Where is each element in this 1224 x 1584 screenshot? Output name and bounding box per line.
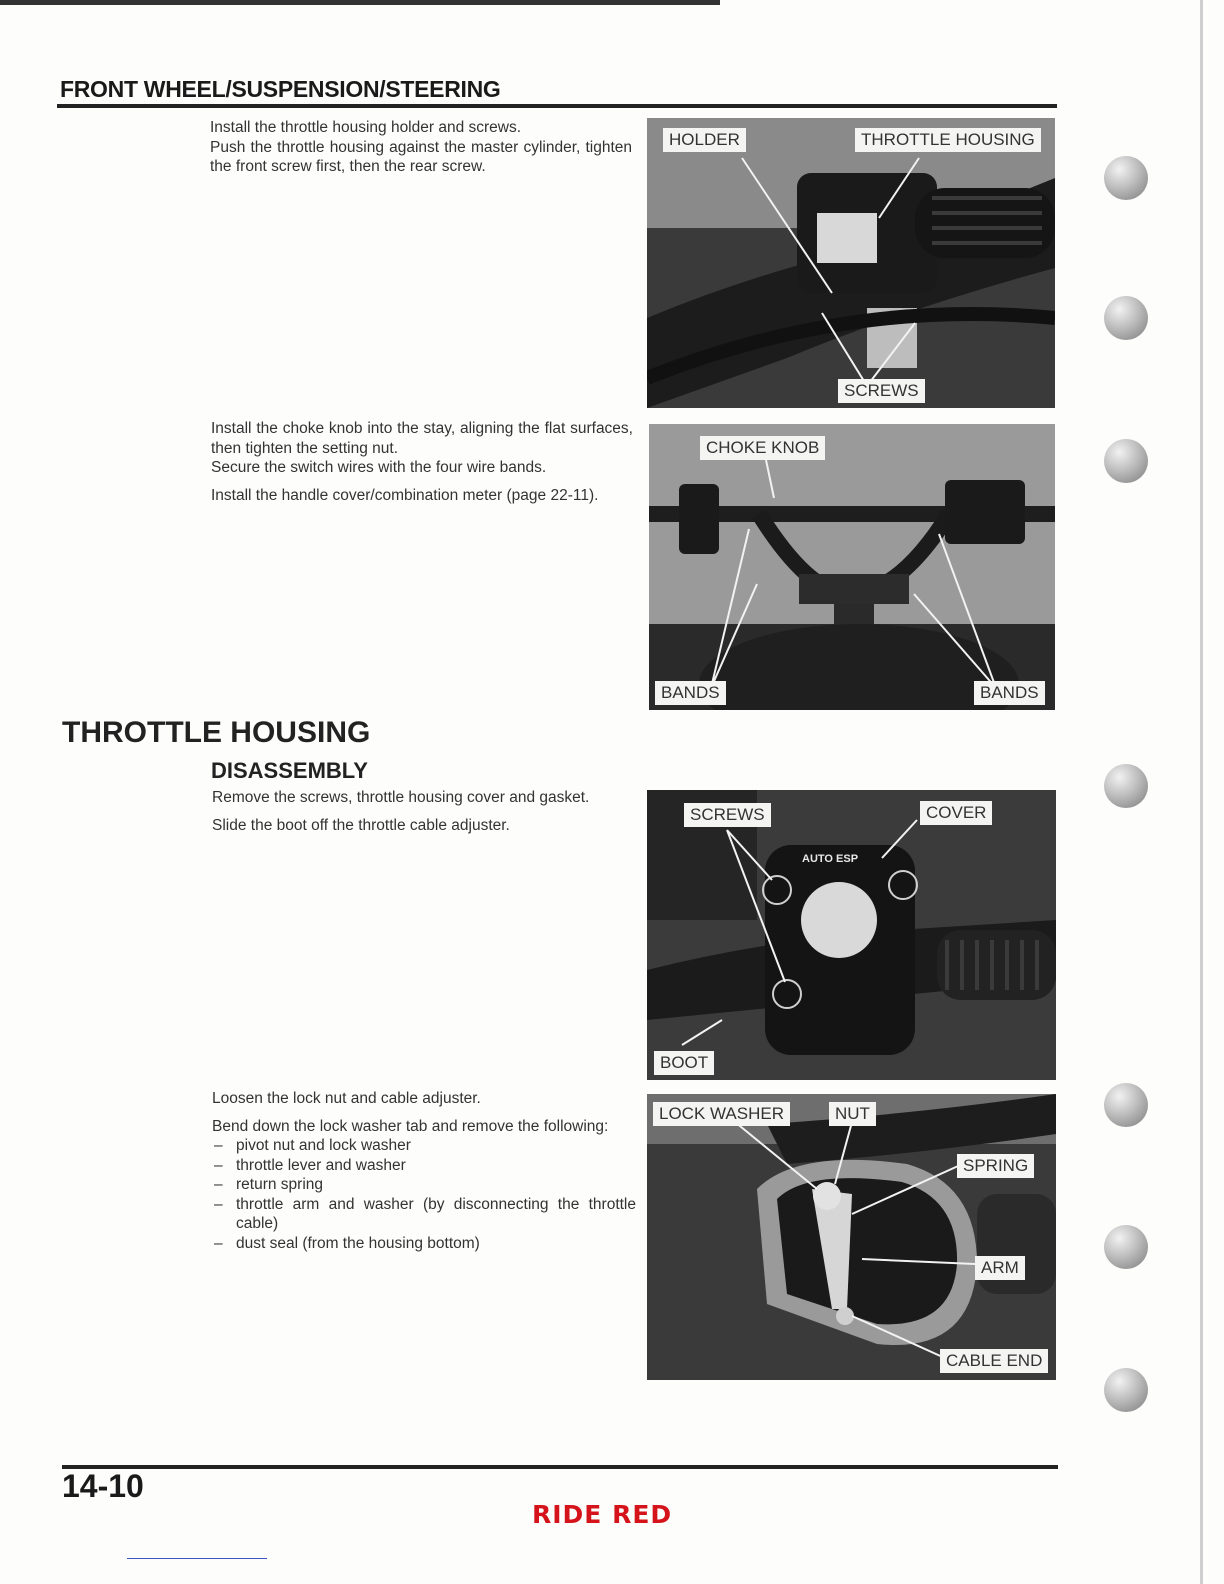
thumb-tab xyxy=(1104,296,1148,340)
instruction-line: Secure the switch wires with the four wire bands. xyxy=(211,459,547,476)
instruction-line: Install the choke knob into the stay, aligning the flat surfaces, then tighten the setting nut. xyxy=(211,420,633,457)
label-bands-right: BANDS xyxy=(974,681,1045,705)
instruction-line: Slide the boot off the throttle cable adjuster. xyxy=(212,816,510,834)
photo-illustration xyxy=(647,1094,1056,1380)
instruction-line: Loosen the lock nut and cable adjuster. xyxy=(212,1090,481,1107)
instruction-line: Bend down the lock washer tab and remove the following: xyxy=(212,1117,609,1135)
instruction-block-choke xyxy=(211,419,633,513)
list-item: – dust seal (from the housing bottom) xyxy=(212,1234,636,1254)
switch-label: AUTO ESP xyxy=(802,853,859,865)
chapter-title: FRONT WHEEL/SUSPENSION/STEERING xyxy=(60,76,501,102)
thumb-tab xyxy=(1104,1083,1148,1127)
thumb-tab xyxy=(1104,1225,1148,1269)
list-item: – pivot nut and lock washer xyxy=(212,1136,636,1156)
brand-logo: RIDE RED xyxy=(532,1500,673,1529)
label-spring: SPRING xyxy=(957,1154,1034,1178)
photo-throttle-lever-parts xyxy=(647,1094,1056,1380)
instruction-block-lever xyxy=(212,1089,636,1253)
thumb-tab xyxy=(1104,1368,1148,1412)
photo-illustration xyxy=(649,424,1055,710)
instruction-block-holder xyxy=(210,118,632,185)
removal-list xyxy=(212,1136,636,1253)
label-screws: SCREWS xyxy=(838,379,925,403)
page-edge xyxy=(1200,0,1203,1584)
list-item: – return spring xyxy=(212,1175,636,1195)
top-rule xyxy=(0,0,720,5)
instruction-line: Push the throttle housing against the master cylinder, tighten the front screw first, then the rear screw. xyxy=(210,138,632,175)
photo-illustration xyxy=(647,118,1055,408)
label-boot: BOOT xyxy=(654,1051,714,1075)
subsection-title: DISASSEMBLY xyxy=(211,758,368,783)
label-cable-end: CABLE END xyxy=(940,1349,1048,1373)
photo-choke-knob-bands xyxy=(649,424,1055,710)
label-bands-left: BANDS xyxy=(655,681,726,705)
photo-throttle-housing-holder xyxy=(647,118,1055,408)
header-rule xyxy=(57,104,1057,108)
label-choke-knob: CHOKE KNOB xyxy=(700,436,825,460)
link-underline xyxy=(127,1558,267,1559)
thumb-tab xyxy=(1104,156,1148,200)
photo-illustration xyxy=(647,790,1056,1080)
label-arm: ARM xyxy=(975,1256,1025,1280)
label-nut: NUT xyxy=(829,1102,876,1126)
thumb-tab xyxy=(1104,439,1148,483)
label-cover: COVER xyxy=(920,801,992,825)
photo-throttle-cover xyxy=(647,790,1056,1080)
label-holder: HOLDER xyxy=(663,128,746,152)
page-number: 14-10 xyxy=(62,1468,144,1504)
label-throttle-housing: THROTTLE HOUSING xyxy=(855,128,1041,152)
section-title: THROTTLE HOUSING xyxy=(62,716,371,749)
instruction-line: Install the throttle housing holder and screws. xyxy=(210,119,522,136)
label-screws: SCREWS xyxy=(684,803,771,827)
list-item: – throttle arm and washer (by disconnecting the throttle cable) xyxy=(212,1195,636,1234)
thumb-tab xyxy=(1104,764,1148,808)
instruction-line: Remove the screws, throttle housing cover and gasket. xyxy=(212,789,590,806)
instruction-block-disassembly xyxy=(212,788,634,843)
instruction-line: Install the handle cover/combination meter (page 22-11). xyxy=(211,486,599,504)
label-lock-washer: LOCK WASHER xyxy=(653,1102,790,1126)
list-item: – throttle lever and washer xyxy=(212,1156,636,1176)
footer-rule xyxy=(62,1465,1058,1469)
